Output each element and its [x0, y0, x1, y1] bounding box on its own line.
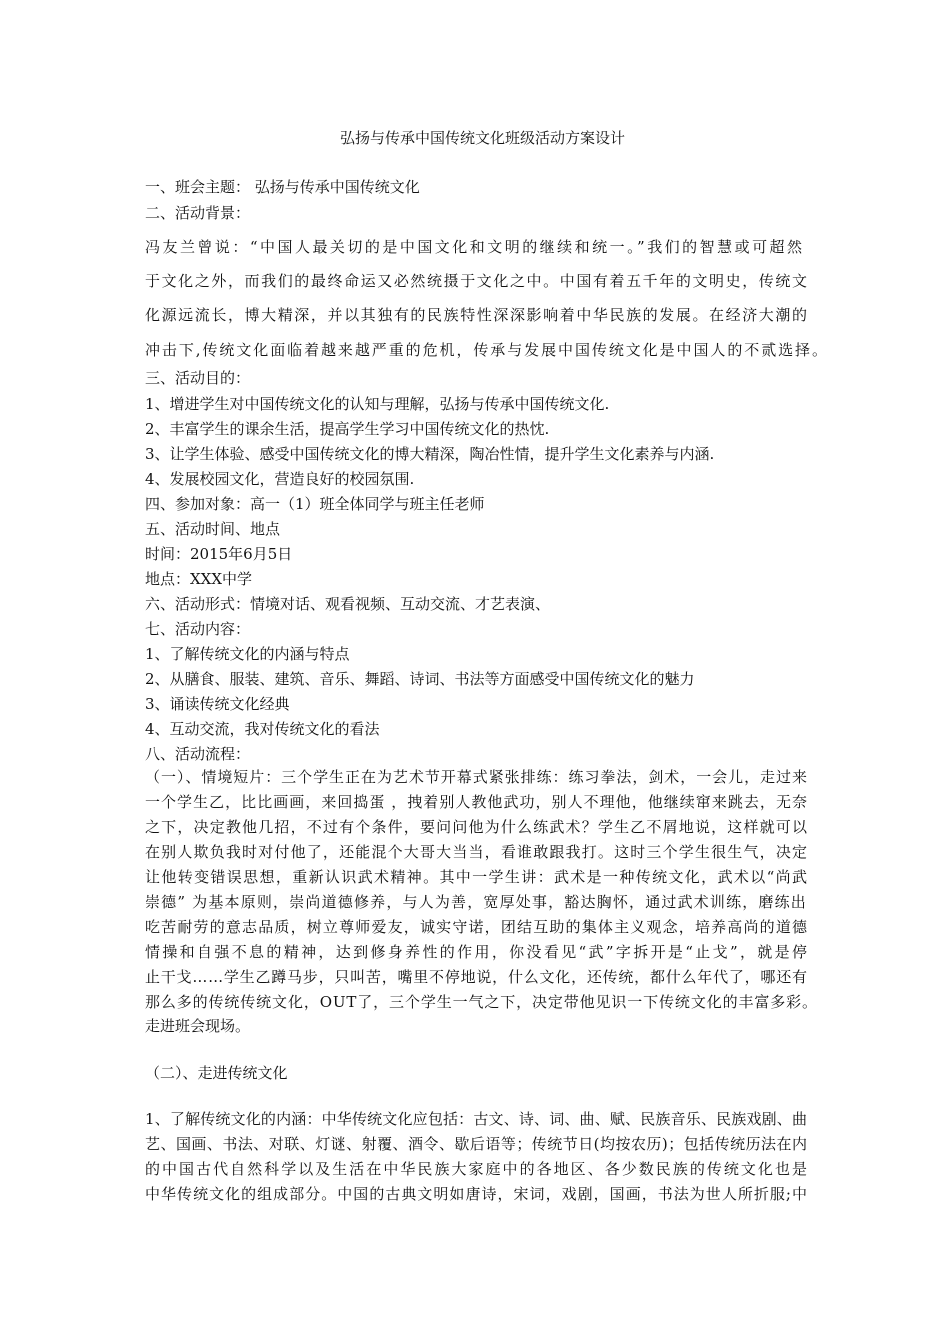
text-line: 崇德” 为基本原则，崇尚道德修养，与人为善，宽厚处事，豁达胸怀，通过武术训练，磨练出 — [145, 893, 807, 911]
text-line: 五、活动时间、地点 — [145, 520, 281, 538]
text-line: 2、从膳食、服装、建筑、音乐、舞蹈、诗词、书法等方面感受中国传统文化的魅力 — [145, 670, 695, 688]
text-line: 八、活动流程： — [145, 745, 251, 763]
text-line: 止干戈……学生乙蹲马步，只叫苦，嘴里不停地说，什么文化，还传统，都什么年代了，哪还有 — [145, 968, 808, 986]
text-line: 于文化之外，而我们的最终命运又必然统摄于文化之中。中国有着五千年的文明史，传统文 — [145, 272, 809, 290]
text-line: 化源远流长，博大精深，并以其独有的民族特性深深影响着中华民族的发展。在经济大潮的 — [145, 306, 809, 324]
text-line: 时间：2015年6月5日 — [145, 545, 293, 563]
text-line: 3、让学生体验、感受中国传统文化的博大精深，陶冶性情，提升学生文化素养与内涵. — [145, 445, 715, 463]
text-line: （一）、情境短片：三个学生正在为艺术节开幕式紧张排练：练习拳法，剑术，一会儿，走过来 — [145, 768, 808, 786]
text-line: 三、活动目的： — [145, 369, 251, 387]
text-line: 中华传统文化的组成部分。中国的古典文明如唐诗，宋词，戏剧，国画，书法为世人所折服;中 — [145, 1185, 809, 1203]
text-line: 4、发展校园文化，营造良好的校园氛围. — [145, 470, 415, 488]
text-line: 一个学生乙，比比画画，来回捣蛋 ，拽着别人教他武功，别人不理他，他继续窜来跳去，无奈 — [145, 793, 809, 811]
text-line: 1、增进学生对中国传统文化的认知与理解，弘扬与传承中国传统文化. — [145, 395, 610, 413]
text-line: 4、互动交流，我对传统文化的看法 — [145, 720, 380, 738]
text-line: 那么多的传统传统文化，OUT了，三个学生一气之下，决定带他见识一下传统文化的丰富多彩。 — [145, 993, 818, 1011]
text-line: 走进班会现场。 — [145, 1017, 251, 1035]
text-line: 冯友兰曾说：“中国人最关切的是中国文化和文明的继续和统一。”我们的智慧或可超然 — [145, 238, 805, 256]
text-line: 七、活动内容： — [145, 620, 251, 638]
text-line: 四、参加对象：高一（1）班全体同学与班主任老师 — [145, 495, 485, 513]
document-title: 弘扬与传承中国传统文化班级活动方案设计 — [340, 129, 626, 147]
text-line: 让他转变错误思想，重新认识武术精神。其中一学生讲：武术是一种传统文化，武术以“尚武 — [145, 868, 809, 886]
text-line: 吃苦耐劳的意志品质，树立尊师爱友，诚实守诺，团结互助的集体主义观念，培养高尚的道德 — [145, 918, 809, 936]
text-line: （二）、走进传统文化 — [145, 1064, 288, 1082]
text-line: 1、了解传统文化的内涵与特点 — [145, 645, 350, 663]
text-line: 地点：XXX中学 — [145, 570, 253, 588]
text-line: 二、活动背景： — [145, 204, 251, 222]
text-line: 六、活动形式：情境对话、观看视频、互动交流、才艺表演、 — [145, 595, 551, 613]
text-line: 的中国古代自然科学以及生活在中华民族大家庭中的各地区、各少数民族的传统文化也是 — [145, 1160, 810, 1178]
text-line: 情操和自强不息的精神，达到修身养性的作用，你没看见“武”字拆开是“止戈”，就是停 — [145, 943, 810, 961]
text-line: 2、丰富学生的课余生活，提高学生学习中国传统文化的热忱. — [145, 420, 550, 438]
text-line: 艺、国画、书法、对联、灯谜、射覆、酒令、歇后语等；传统节日(均按农历)；包括传统历法在内 — [145, 1135, 808, 1153]
text-line: 1、了解传统文化的内涵：中华传统文化应包括：古文、诗、词、曲、赋、民族音乐、民族戏剧、曲 — [145, 1110, 808, 1128]
text-line: 3、诵读传统文化经典 — [145, 695, 290, 713]
text-line: 冲击下,传统文化面临着越来越严重的危机，传承与发展中国传统文化是中国人的不贰选择。 — [145, 341, 829, 359]
text-line: 一、班会主题： 弘扬与传承中国传统文化 — [145, 178, 420, 196]
text-line: 之下，决定教他几招，不过有个条件，要问问他为什么练武术？学生乙不屑地说，这样就可以 — [145, 818, 809, 836]
text-line: 在别人欺负我时对付他了，还能混个大哥大当当，看谁敢跟我打。这时三个学生很生气，决定 — [145, 843, 809, 861]
